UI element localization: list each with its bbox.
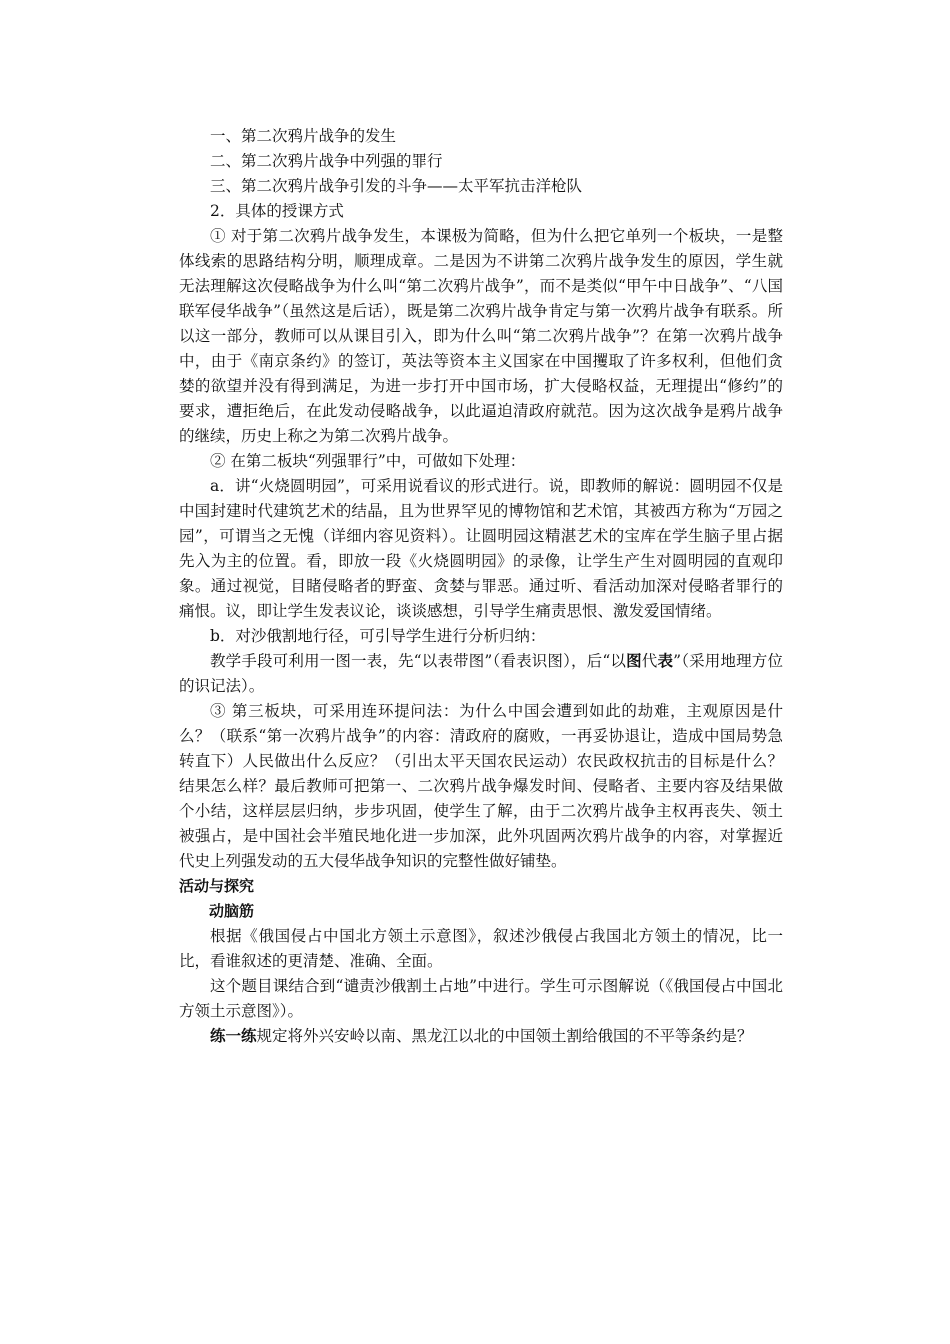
- section2-b-method: [179, 649, 783, 699]
- b-method-bold-1: 图: [626, 652, 642, 670]
- outline-item-1: 一、第二次鸦片战争的发生: [210, 127, 397, 145]
- b-method-pre: 教学手段可利用一图一表，先“以表带图”（看表识图），后“以: [210, 652, 627, 670]
- method-heading: 2．具体的授课方式: [210, 202, 344, 220]
- b-method-post: ”（采用地理方位的识记法）。: [179, 652, 783, 695]
- outline-item-3: 三、第二次鸦片战争引发的斗争——太平军抗击洋枪队: [210, 177, 583, 195]
- section3-paragraph: ③ 第三板块，可采用连环提问法：为什么中国会遭到如此的劫难，主观原因是什么？（联系“第一次鸦片战争”的内容：清政府的腐败，一再妥协退让，造成中国局势急转直下）人民做出什么反应？（引出太平天国农民运动）农民政权抗击的目标是什么？结果怎么样？最后教师可把第一、二次鸦片战争爆发时间、侵略者、主要内容及结果做个小结，这样层层归纳，步步巩固，使学生了解，由于二次鸦片战争主权再丧失、领土被强占，是中国社会半殖民地化进一步加深，此外巩固两次鸦片战争的内容，对掌握近代史上列强发动的五大侵华战争知识的完整性做好铺垫。: [179, 702, 783, 870]
- brain-heading: 动脑筋: [209, 902, 255, 920]
- b-method-bold-2: 表: [657, 652, 674, 670]
- section1-paragraph: ① 对于第二次鸦片战争发生，本课极为简略，但为什么把它单列一个板块，一是整体线索的思路结构分明，顺理成章。二是因为不讲第二次鸦片战争发生的原因，学生就无法理解这次侵略战争为什么叫“第二次鸦片战争”，而不是类似“甲午中日战争”、“八国联军侵华战争”（虽然这是后话），既是第二次鸦片战争肯定与第一次鸦片战争有联系。所以这一部分，教师可以从课目引入，即为什么叫“第二次鸦片战争”？在第一次鸦片战争中，由于《南京条约》的签订，英法等资本主义国家在中国攫取了许多权利，但他们贪婪的欲望并没有得到满足，为进一步打开中国市场，扩大侵略权益，无理提出“修约”的要求，遭拒绝后，在此发动侵略战争，以此逼迫清政府就范。因为这次战争是鸦片战争的继续，历史上称之为第二次鸦片战争。: [179, 227, 783, 445]
- outline-item-2: 二、第二次鸦片战争中列强的罪行: [210, 152, 443, 170]
- practice-text: 规定将外兴安岭以南、黑龙江以北的中国领土割给俄国的不平等条约是？: [256, 1027, 753, 1045]
- document-page: [179, 124, 783, 1049]
- activity-heading: 活动与探究: [179, 877, 255, 895]
- brain-paragraph: 根据《俄国侵占中国北方领土示意图》，叙述沙俄侵占我国北方领土的情况，比一比，看谁叙述的更清楚、准确、全面。: [179, 927, 783, 970]
- practice-label: 练一练: [210, 1027, 257, 1045]
- brain-note-paragraph: 这个题目课结合到“谴责沙俄割土占地”中进行。学生可示图解说（《俄国侵占中国北方领土示意图》）。: [179, 977, 783, 1020]
- practice-paragraph: [179, 1024, 783, 1049]
- section2-a-paragraph: a．讲“火烧圆明园”，可采用说看议的形式进行。说，即教师的解说：圆明园不仅是中国封建时代建筑艺术的结晶，且为世界罕见的博物馆和艺术馆，其被西方称为“万园之园”，可谓当之无愧（详细内容见资料）。让圆明园这精湛艺术的宝库在学生脑子里占据先入为主的位置。看，即放一段《火烧圆明园》的录像，让学生产生对圆明园的直观印象。通过视觉，目睹侵略者的野蛮、贪婪与罪恶。通过听、看活动加深对侵略者罪行的痛恨。议，即让学生发表议论，谈谈感想，引导学生痛责思恨、激发爱国情绪。: [179, 477, 783, 620]
- b-method-mid: 代: [641, 652, 658, 670]
- section2-intro: ② 在第二板块“列强罪行”中，可做如下处理：: [210, 452, 526, 470]
- section2-b-paragraph: b．对沙俄割地行径，可引导学生进行分析归纳：: [210, 627, 546, 645]
